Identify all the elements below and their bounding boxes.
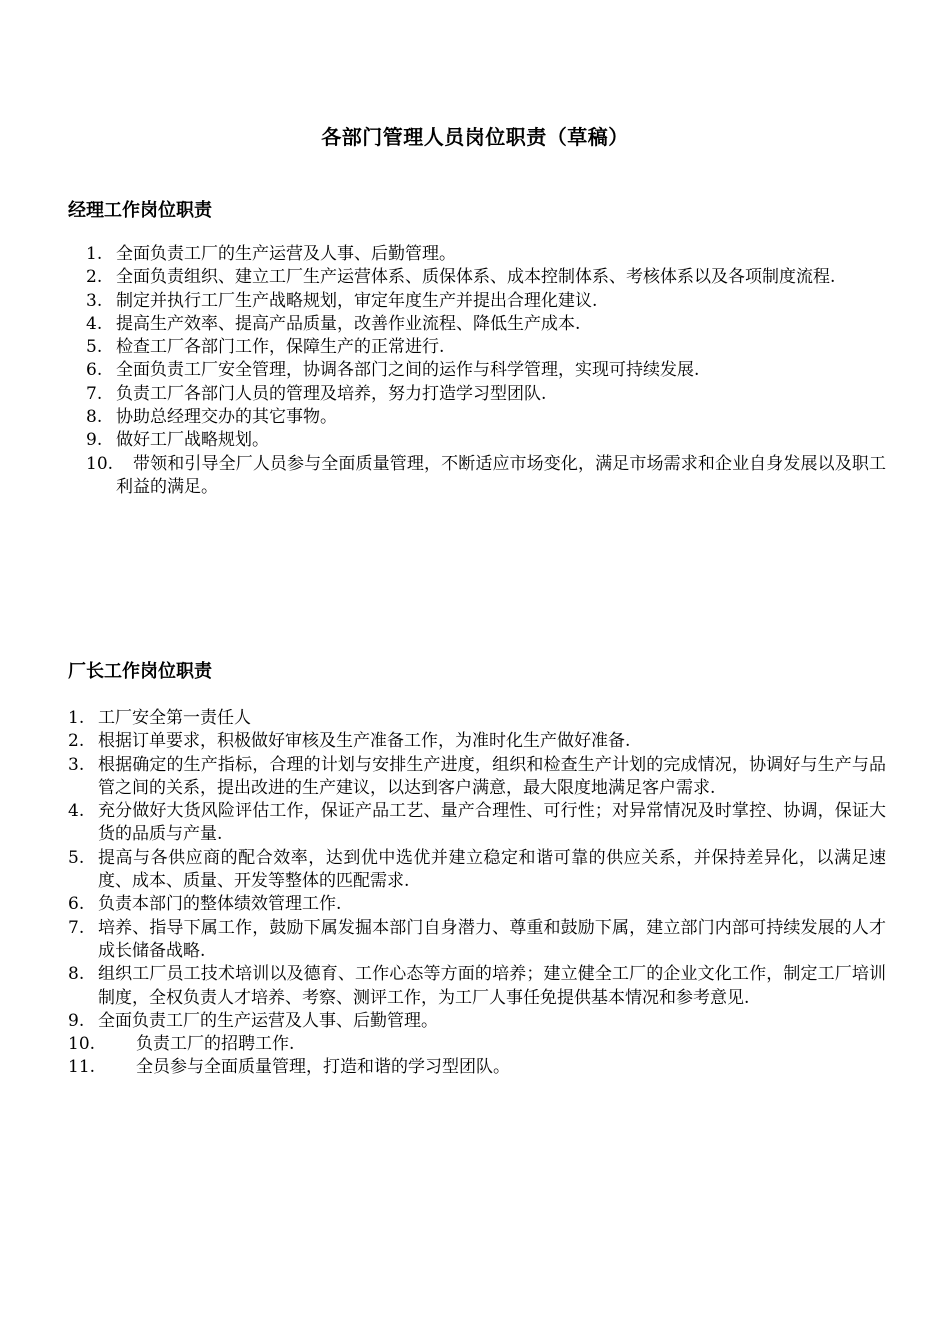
list-item-text: 负责工厂各部门人员的管理及培养，努力打造学习型团队. xyxy=(116,383,547,404)
list-item-number: 9. xyxy=(68,1010,85,1031)
list-item-number: 2. xyxy=(68,731,85,752)
list-item-text: 负责工厂的招聘工作. xyxy=(136,1034,295,1055)
list-item-number: 1. xyxy=(86,244,103,264)
list-item-number: 3. xyxy=(68,754,85,775)
manager-duty-list xyxy=(86,243,886,499)
list-item-text: 全面负责工厂的生产运营及人事、后勤管理。 xyxy=(116,244,456,264)
list-item-text: 培养、指导下属工作，鼓励下属发掘本部门自身潜力、尊重和鼓励下属，建立部门内部可持续发展的人才成长储备战略. xyxy=(98,917,886,961)
list-item xyxy=(68,730,886,753)
list-item xyxy=(68,1033,886,1056)
list-item-number: 8. xyxy=(86,407,103,428)
list-item-number: 10. xyxy=(68,1034,96,1055)
list-item-text: 做好工厂战略规划。 xyxy=(116,430,269,451)
list-item xyxy=(86,359,886,382)
list-item xyxy=(86,266,886,289)
list-item-number: 4. xyxy=(86,313,103,334)
list-item-number: 7. xyxy=(68,917,85,938)
section-heading-manager: 经理工作岗位职责 xyxy=(68,200,212,221)
list-item-number: 5. xyxy=(68,847,85,868)
list-item-text: 根据订单要求，积极做好审核及生产准备工作，为准时化生产做好准备. xyxy=(98,731,631,752)
list-item xyxy=(86,313,886,336)
list-item xyxy=(86,453,886,500)
list-item xyxy=(86,383,886,406)
list-item-text: 全面负责组织、建立工厂生产运营体系、质保体系、成本控制体系、考核体系以及各项制度流程. xyxy=(116,267,836,288)
list-item-number: 6. xyxy=(68,894,85,915)
list-item xyxy=(68,893,886,916)
list-item-text: 充分做好大货风险评估工作，保证产品工艺、量产合理性、可行性；对异常情况及时掌控、协调，保证大货的品质与产量. xyxy=(98,801,886,845)
list-item xyxy=(86,406,886,429)
list-item-text: 工厂安全第一责任人 xyxy=(98,708,251,728)
list-item xyxy=(68,963,886,1010)
list-item-text: 组织工厂员工技术培训以及德育、工作心态等方面的培养；建立健全工厂的企业文化工作，制定工厂培训制度，全权负责人才培养、考察、测评工作，为工厂人事任免提供基本情况和参考意见. xyxy=(98,964,886,1008)
list-item-number: 5. xyxy=(86,337,103,358)
list-item-number: 3. xyxy=(86,290,103,311)
list-item-text: 根据确定的生产指标，合理的计划与安排生产进度，组织和检查生产计划的完成情况，协调好与生产与品管之间的关系，提出改进的生产建议，以达到客户满意，最大限度地满足客户需求. xyxy=(98,754,886,798)
list-item-text: 提高与各供应商的配合效率，达到优中选优并建立稳定和谐可靠的供应关系，并保持差异化，以满足速度、成本、质量、开发等整体的匹配需求. xyxy=(98,847,886,892)
list-item xyxy=(68,917,886,964)
list-item xyxy=(68,754,886,801)
list-item-text: 全面负责工厂安全管理，协调各部门之间的运作与科学管理，实现可持续发展. xyxy=(116,360,700,381)
list-item xyxy=(86,336,886,359)
list-item-text: 提高生产效率、提高产品质量，改善作业流程、降低生产成本. xyxy=(116,313,581,334)
factory-director-duty-list xyxy=(68,707,886,1080)
list-item-text: 检查工厂各部门工作，保障生产的正常进行. xyxy=(116,337,445,358)
list-item xyxy=(68,707,886,730)
list-item xyxy=(68,847,886,894)
list-item xyxy=(86,290,886,313)
list-item-text: 制定并执行工厂生产战略规划，审定年度生产并提出合理化建议. xyxy=(116,290,598,311)
list-item xyxy=(68,1010,886,1033)
list-item-text: 负责本部门的整体绩效管理工作. xyxy=(98,894,342,915)
list-item-number: 7. xyxy=(86,383,103,404)
list-item-number: 11. xyxy=(68,1057,96,1078)
list-item xyxy=(86,429,886,452)
list-item-number: 2. xyxy=(86,267,103,288)
list-item-text: 全员参与全面质量管理，打造和谐的学习型团队。 xyxy=(136,1057,510,1078)
list-item xyxy=(68,1056,886,1079)
list-item-number: 4. xyxy=(68,801,85,822)
section-heading-factory-director: 厂长工作岗位职责 xyxy=(68,661,212,682)
list-item xyxy=(86,243,886,266)
list-item-text: 全面负责工厂的生产运营及人事、后勤管理。 xyxy=(98,1010,438,1031)
document-title: 各部门管理人员岗位职责（草稿） xyxy=(321,125,629,149)
list-item-number: 1. xyxy=(68,708,85,728)
list-item-number: 10. xyxy=(86,453,114,474)
list-item-number: 6. xyxy=(86,360,103,381)
list-item xyxy=(68,800,886,847)
list-item-number: 9. xyxy=(86,430,103,451)
list-item-text: 带领和引导全厂人员参与全面质量管理，不断适应市场变化，满足市场需求和企业自身发展以及职工利益的满足。 xyxy=(116,453,886,497)
list-item-text: 协助总经理交办的其它事物。 xyxy=(116,407,337,428)
list-item-number: 8. xyxy=(68,964,85,985)
